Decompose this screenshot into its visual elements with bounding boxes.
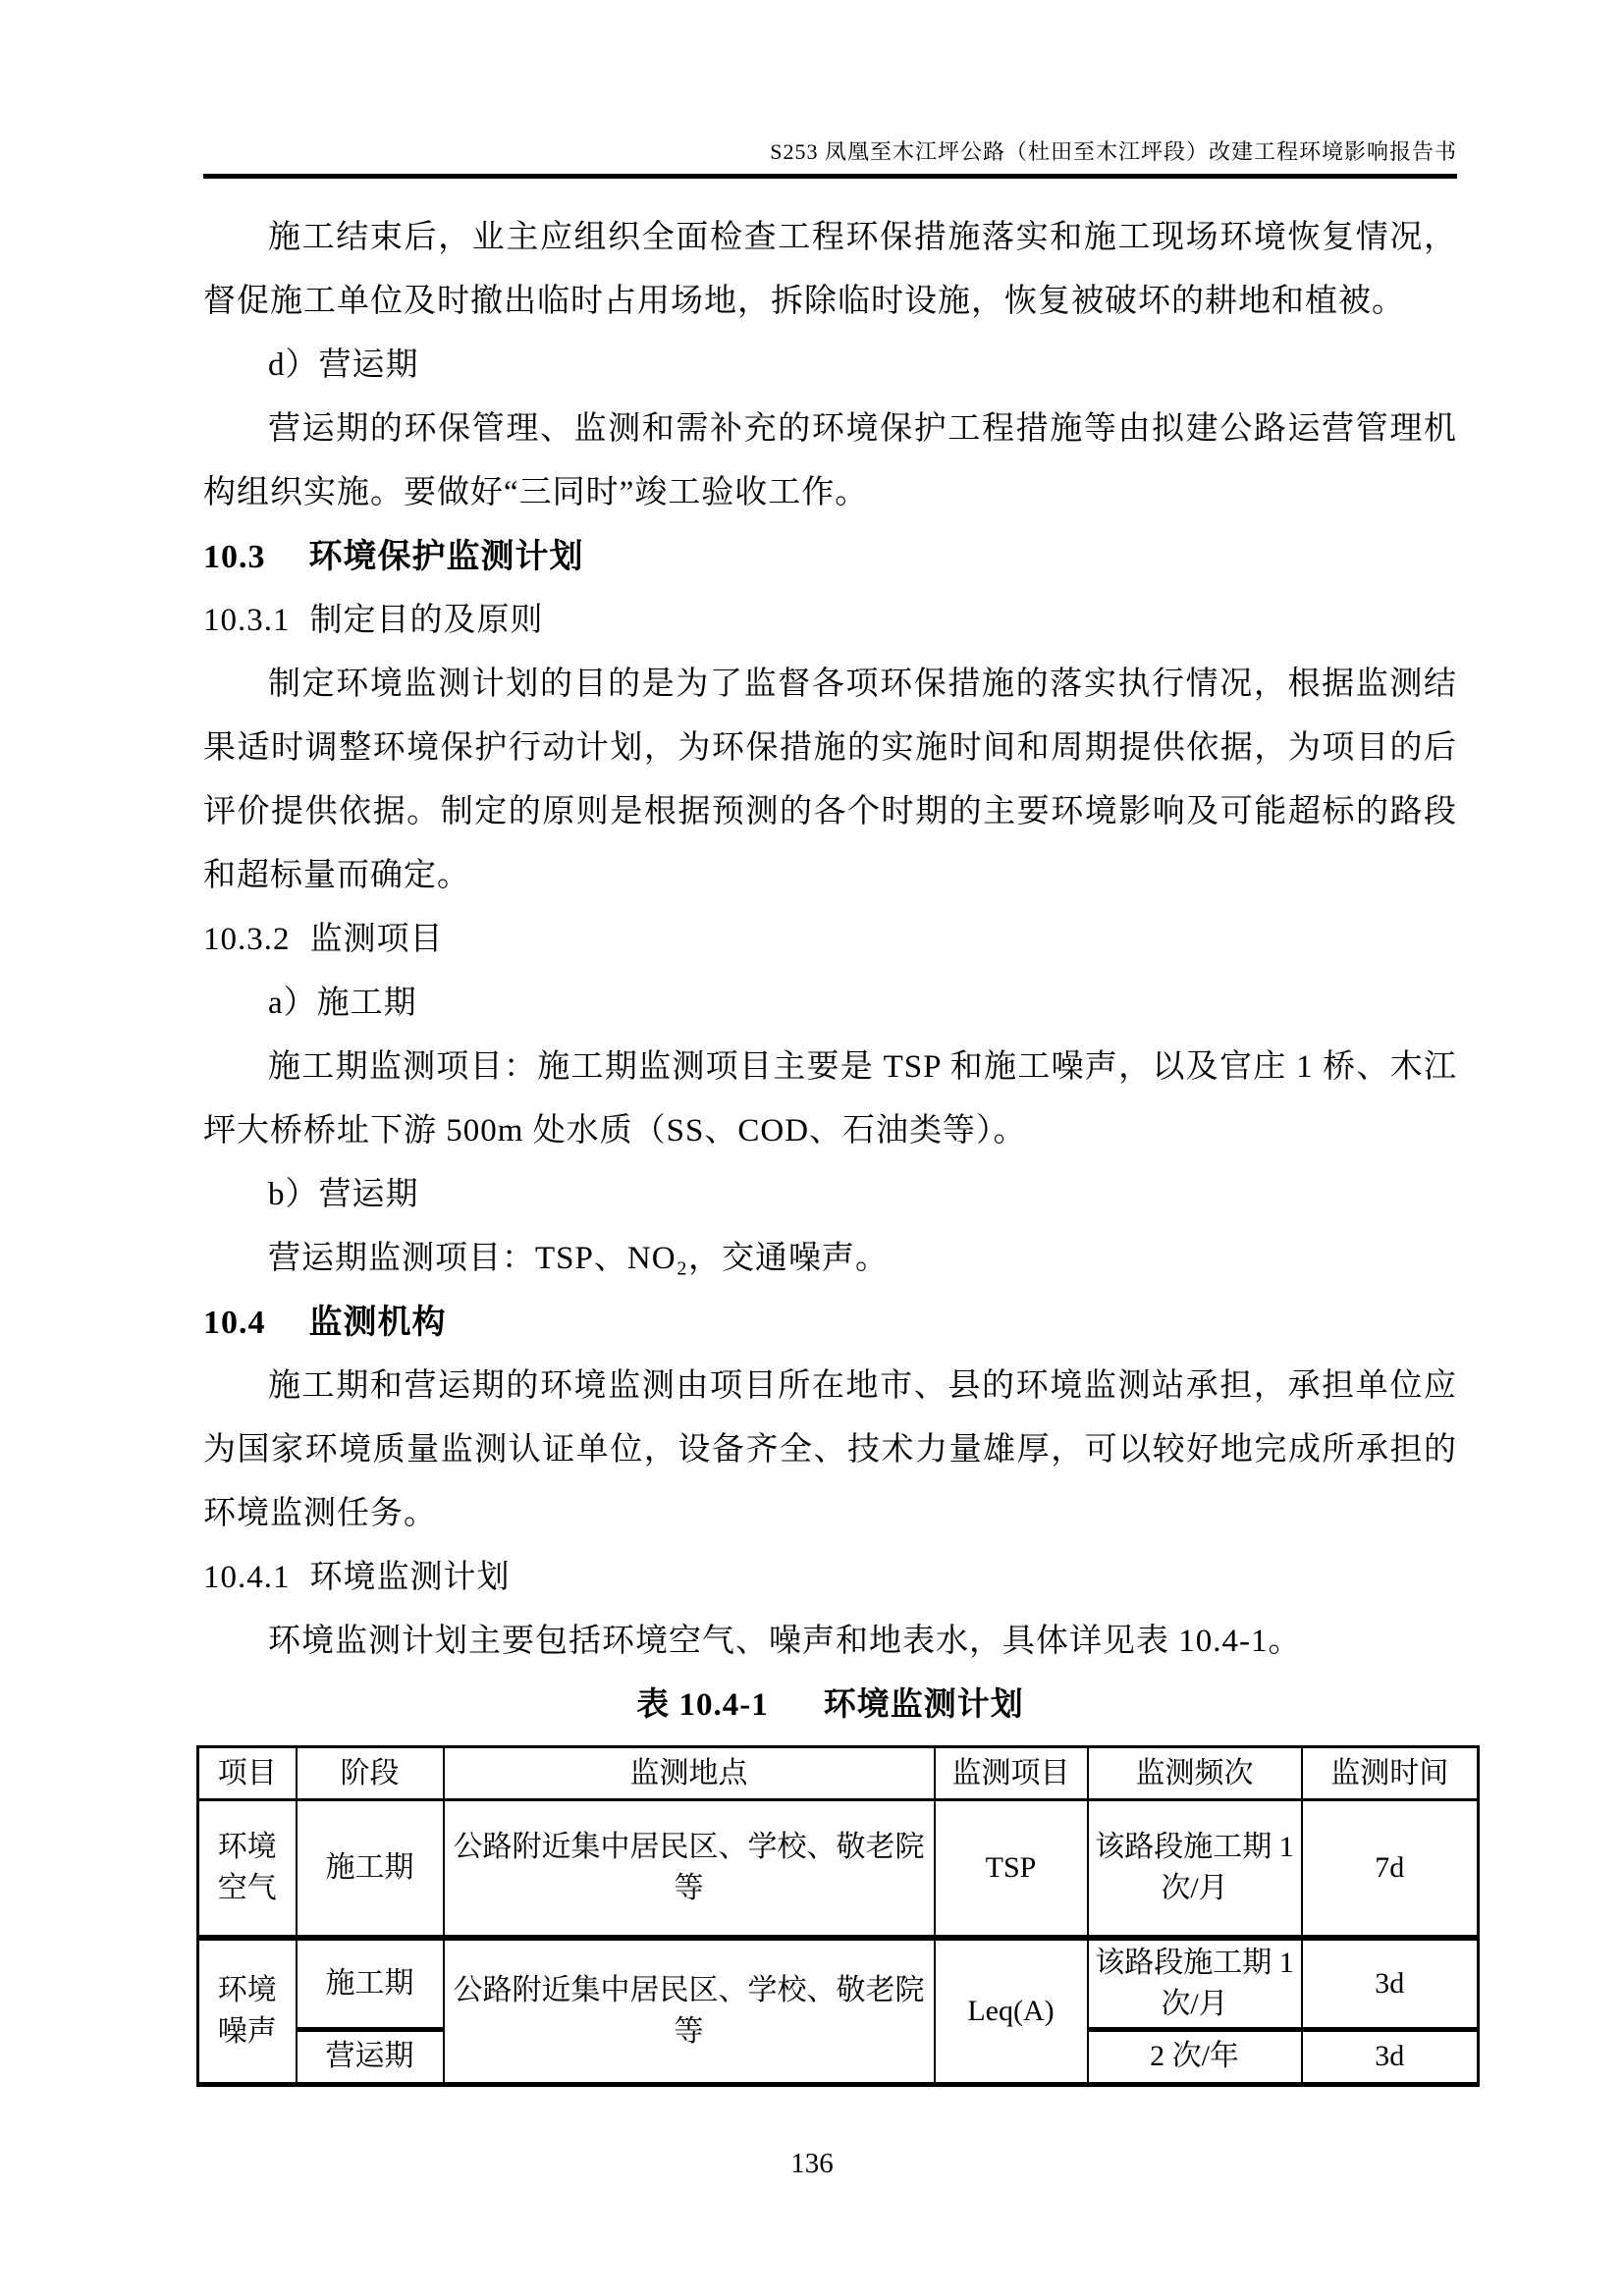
- cell-noise-operation-frequency: 2 次/年: [1088, 2029, 1302, 2084]
- paragraph-monitoring-agency: 施工期和营运期的环境监测由项目所在地市、县的环境监测站承担，承担单位应为国家环境质量监测认证单位，设备齐全、技术力量雄厚，可以较好地完成所承担的环境监测任务。: [203, 1368, 1457, 1531]
- running-header: [203, 135, 1457, 166]
- column-header-frequency: 监测频次: [1088, 1747, 1302, 1800]
- heading-10-4-1-monitoring-plan: [203, 1546, 1457, 1610]
- paragraph-plan-purpose: 制定环境监测计划的目的是为了监督各项环保措施的落实执行情况，根据监测结果适时调整环境保护行动计划，为环保措施的实施时间和周期提供依据，为项目的后评价提供依据。制定的原则是根据预测的各个时期的主要环境影响及可能超标的路段和超标量而确定。: [203, 667, 1457, 893]
- list-item-a-construction-period: a）施工期: [268, 986, 417, 1021]
- heading-title: 监测项目: [309, 922, 444, 957]
- cell-noise-construction-time: 3d: [1302, 1938, 1479, 2030]
- cell-noise-item: 环境噪声: [198, 1938, 297, 2085]
- cell-noise-construction-stage: 施工期: [297, 1938, 444, 2030]
- list-item-d-operation-period: d）营运期: [268, 347, 419, 383]
- heading-title: 监测机构: [308, 1305, 447, 1341]
- table-caption-label: 表 10.4-1: [636, 1687, 769, 1723]
- column-header-param: 监测项目: [935, 1747, 1088, 1800]
- heading-10-3-1-purpose-principles: [203, 589, 1457, 653]
- heading-number: 10.3.1: [203, 603, 291, 638]
- cell-noise-construction-frequency: 该路段施工期 1 次/月: [1088, 1938, 1302, 2030]
- running-header-text: S253 凤凰至木江坪公路（杜田至木江坪段）改建工程环境影响报告书: [770, 139, 1457, 164]
- paragraph-operation-management: 营运期的环保管理、监测和需补充的环境保护工程措施等由拟建公路运营管理机构组织实施。要做好“三同时”竣工验收工作。: [203, 411, 1457, 510]
- heading-10-3-2-monitoring-items: [203, 908, 1457, 972]
- cell-air-stage: 施工期: [297, 1800, 444, 1938]
- paragraph-plan-overview: 环境监测计划主要包括环境空气、噪声和地表水，具体详见表 10.4-1。: [268, 1624, 1302, 1659]
- heading-title: 环境保护监测计划: [308, 539, 584, 575]
- table-row-noise-construction: [198, 1938, 1479, 2030]
- table-caption: [203, 1674, 1457, 1737]
- cell-noise-operation-time: 3d: [1302, 2029, 1479, 2084]
- table-row-ambient-air: [198, 1800, 1479, 1938]
- column-header-location: 监测地点: [444, 1747, 935, 1800]
- cell-noise-operation-stage: 营运期: [297, 2029, 444, 2084]
- cell-air-frequency: 该路段施工期 1 次/月: [1088, 1800, 1302, 1938]
- cell-noise-param: Leq(A): [935, 1938, 1088, 2085]
- heading-10-4-monitoring-agency: [203, 1291, 1457, 1355]
- column-header-stage: 阶段: [297, 1747, 444, 1800]
- paragraph-construction-end: 施工结束后，业主应组织全面检查工程环保措施落实和施工现场环境恢复情况，督促施工单位及时撤出临时占用场地，拆除临时设施，恢复被破坏的耕地和植被。: [203, 220, 1457, 319]
- cell-air-location: 公路附近集中居民区、学校、敬老院等: [444, 1800, 935, 1938]
- heading-10-3-monitoring-plan: [203, 525, 1457, 589]
- paragraph-operation-monitoring-items: 营运期监测项目：TSP、NO₂，交通噪声。: [268, 1241, 890, 1276]
- page-number: 136: [790, 2148, 834, 2179]
- header-rule: [203, 174, 1457, 179]
- heading-number: 10.3: [203, 539, 266, 575]
- page-footer: [0, 2148, 1624, 2180]
- heading-number: 10.4: [203, 1305, 266, 1341]
- page-content: [203, 206, 1457, 2087]
- paragraph-construction-monitoring-items: 施工期监测项目：施工期监测项目主要是 TSP 和施工噪声，以及官庄 1 桥、木江坪大桥桥址下游 500m 处水质（SS、COD、石油类等）。: [203, 1049, 1457, 1148]
- cell-noise-location: 公路附近集中居民区、学校、敬老院等: [444, 1938, 935, 2085]
- table-caption-title: 环境监测计划: [823, 1687, 1024, 1723]
- heading-title: 环境监测计划: [309, 1560, 511, 1595]
- heading-number: 10.4.1: [203, 1560, 291, 1595]
- cell-air-time: 7d: [1302, 1800, 1479, 1938]
- monitoring-plan-table: [196, 1745, 1480, 2087]
- list-item-b-operation-period: b）营运期: [268, 1177, 419, 1212]
- table-header-row: [198, 1747, 1479, 1800]
- cell-air-param: TSP: [935, 1800, 1088, 1938]
- column-header-item: 项目: [198, 1747, 297, 1800]
- column-header-time: 监测时间: [1302, 1747, 1479, 1800]
- heading-number: 10.3.2: [203, 922, 291, 957]
- heading-title: 制定目的及原则: [309, 603, 544, 638]
- cell-air-item: 环境空气: [198, 1800, 297, 1938]
